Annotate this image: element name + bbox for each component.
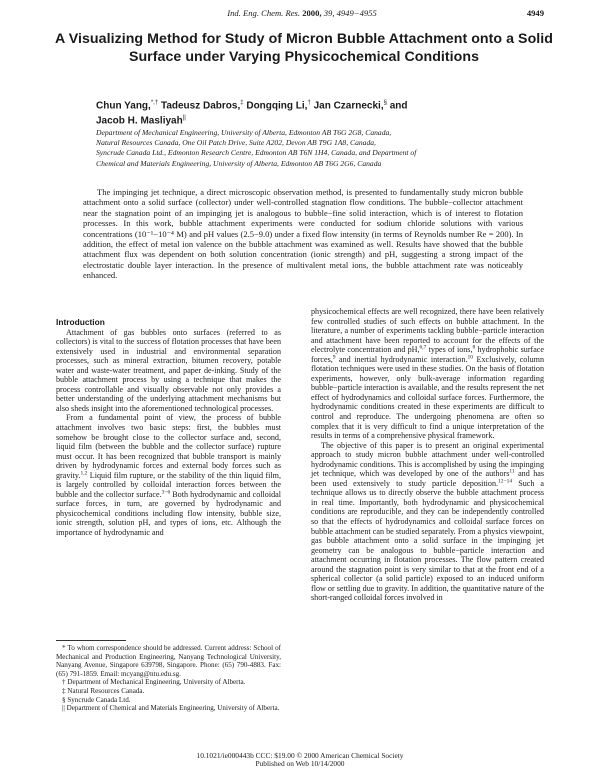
affiliation-line: Chemical and Materials Engineering, University of Alberta, Edmonton AB T6G 2G6, Canada <box>96 158 382 168</box>
page-number: 4949 <box>526 8 544 18</box>
footnote: || Department of Chemical and Materials Engineering, University of Alberta. <box>62 704 280 713</box>
footnote: ‡ Natural Resources Canada. <box>62 686 145 695</box>
citation-ref: 8 <box>472 344 476 351</box>
affiliation-line: Syncrude Canada Ltd., Edmonton Research Centre, Edmonton AB T6N 1H4, Canada, and Department of <box>96 148 417 158</box>
body-paragraph: physicochemical effects are well recognized, there have been relatively few controlled studies of such effects on bubble attachment. In the literature, a number of experiments tackling bubble−particle interaction and attachment have been reported to account for the effects of the electrolyte concentration and pH,$^{6,7}$ types of ions,$^8$ hydrophobic surface forces,$^9$ and inertial hydrodynamic interaction.$^{10}$ Exclusively, column flotation techniques were used in these studies. On the basis of flotation experiments, however, only bulk-average information regarding bubble−particle interaction is available, and the results represent the net effect of hydrodynamics and colloidal surface forces. Furthermore, the hydrodynamic conditions created in these experiments are difficult to control and reproduce. The undergoing phenomena are often so complex that it is very difficult to find a unique interpretation of the results in terms of a comprehensive physical framework. <box>311 307 544 441</box>
abstract <box>83 187 523 281</box>
footnote: § Syncrude Canada Ltd. <box>62 695 131 704</box>
publication-date-line: Published on Web 10/14/2000 <box>255 759 345 769</box>
footnote: * To whom correspondence should be addressed. Current address: School of Mechanical and Production Engineering, Nanyang Technological University, Nanyang Avenue, Singapore 639798, Singapore. Phone: (65) 790-4883. Fax: (65) 791-1859. Email: mcyang@ntu.edu.sg. <box>56 644 281 678</box>
right-column <box>311 307 544 603</box>
citation-ref: 9 <box>332 354 336 361</box>
footnote: † Department of Mechanical Engineering, University of Alberta. <box>62 678 246 687</box>
body-paragraph: The objective of this paper is to present an original experimental approach to study micron bubble attachment under well-controlled hydrodynamic conditions. This is accomplished by using the impinging jet technique, which was developed by one of the authors$^{11}$ and has been used extensively to study particle deposition.$^{12-14}$ Such a technique allows us to directly observe the bubble attachment process in real time. Importantly, both hydrodynamic and physicochemical conditions are reproducible, and they can be independently controlled so that the effects of hydrodynamics and colloidal surface forces on bubble attachment can be studied separately. From a physics viewpoint, gas bubble attachment onto a solid surface in the impinging jet geometry can be analogous to bubble−particle interaction and attachment occurring in flotation processes. The flow pattern created around the stagnation point is very similar to that at the front end of a spherical collector (a solid particle) exposed to an induced uniform flow or settling due to gravity. In addition, the quantitative nature of the short-ranged colloidal forces involved in <box>311 440 545 603</box>
citation-ref: 11 <box>509 468 515 475</box>
footnote-divider <box>56 640 126 641</box>
intro-paragraph-1: Attachment of gas bubbles onto surfaces (referred to as collectors) is vital to the success of flotation processes that have been extensively used in industrial and environmental separation processes, such as mineral extraction, bitumen recovery, potable water and waste-water treatment, and paper de-inking. Study of the bubble attachment process by using a technique that makes the process controllable and visually observable not only provides a better understanding of the underlying attachment mechanisms but also sheds insight into the aforementioned technological processes. <box>56 327 281 413</box>
intro-paragraph-2: From a fundamental point of view, the process of bubble attachment involves two basic steps: first, the bubbles must somehow be brought close to the collector surface and, second, liquid film (between the bubble and the collector surface) rupture must occur. It has been recognized that bubble transport is mainly driven by hydrodynamic forces and external body forces such as gravity.$^{1,2}$ Liquid film rupture, or the stability of the thin liquid film, is largely controlled by colloidal interaction forces between the bubble and the collector surface.$^{3-6}$ Both hydrodynamic and colloidal surface forces, in turn, are governed by hydrodynamic and physicochemical conditions including flow intensity, bubble size, ionic strength, solution pH, and types of ions, etc. Although the importance of hydrodynamic and <box>56 413 281 538</box>
abstract-text: The impinging jet technique, a direct microscopic observation method, is presented to fundamentally study micron bubble attachment onto a solid surface (collector) under well-controlled stagnation flow conditions. The bubble−collector attachment near the stagnation point of an impinging jet is analogous to bubble−fine solid interaction, which is of interest to flotation processes. In this work, bubble attachment experiments were conducted for sodium chloride solutions with various concentrations (10⁻¹−10⁻⁴ M) and pH values (2.5−9.0) under a fixed flow intensity (in terms of Reynolds number Re = 200). In addition, the effect of metal ion valence on the bubble attachment was examined as well. Results have showed that the bubble attachment flux was dependent on both solution concentration (ionic strength) and pH, suggesting a strong impact of the electrostatic double layer interaction. In the presence of multivalent metal ions, the bubble attachment rate was noticeably enhanced. <box>83 187 523 281</box>
left-column <box>56 318 281 538</box>
doi-copyright-line: 10.1021/ie000443b CCC: $19.00 © 2000 American Chemical Society <box>196 751 404 760</box>
footnotes <box>56 644 281 713</box>
citation-ref: 10 <box>467 354 474 361</box>
citation-ref: 1,2 <box>80 470 88 477</box>
affiliations <box>96 128 536 169</box>
section-heading-introduction: Introduction <box>56 317 105 327</box>
affiliation-line: Natural Resources Canada, One Oil Patch Drive, Suite A202, Devon AB T9G 1A8, Canada, <box>96 138 376 148</box>
journal-citation: Ind. Eng. Chem. Res. 2000, 39, 4949−4955 <box>227 8 377 18</box>
running-head <box>60 8 544 20</box>
citation-ref: 3−6 <box>161 489 171 496</box>
paper-title: A Visualizing Method for Study of Micron Bubble Attachment onto a Solid Surface under Varying Physicochemical Conditions <box>54 31 553 65</box>
citation-ref: 12−14 <box>498 478 513 485</box>
page-footer <box>60 752 540 769</box>
citation-ref: 6,7 <box>419 344 427 351</box>
affiliation-line: Department of Mechanical Engineering, University of Alberta, Edmonton AB T6G 2G8, Canada, <box>96 128 392 137</box>
author-list: Chun Yang,*,† Tadeusz Dabros,‡ Dongqing Li,† Jan Czarnecki,§ and Jacob H. Masliyah|| <box>96 100 408 127</box>
